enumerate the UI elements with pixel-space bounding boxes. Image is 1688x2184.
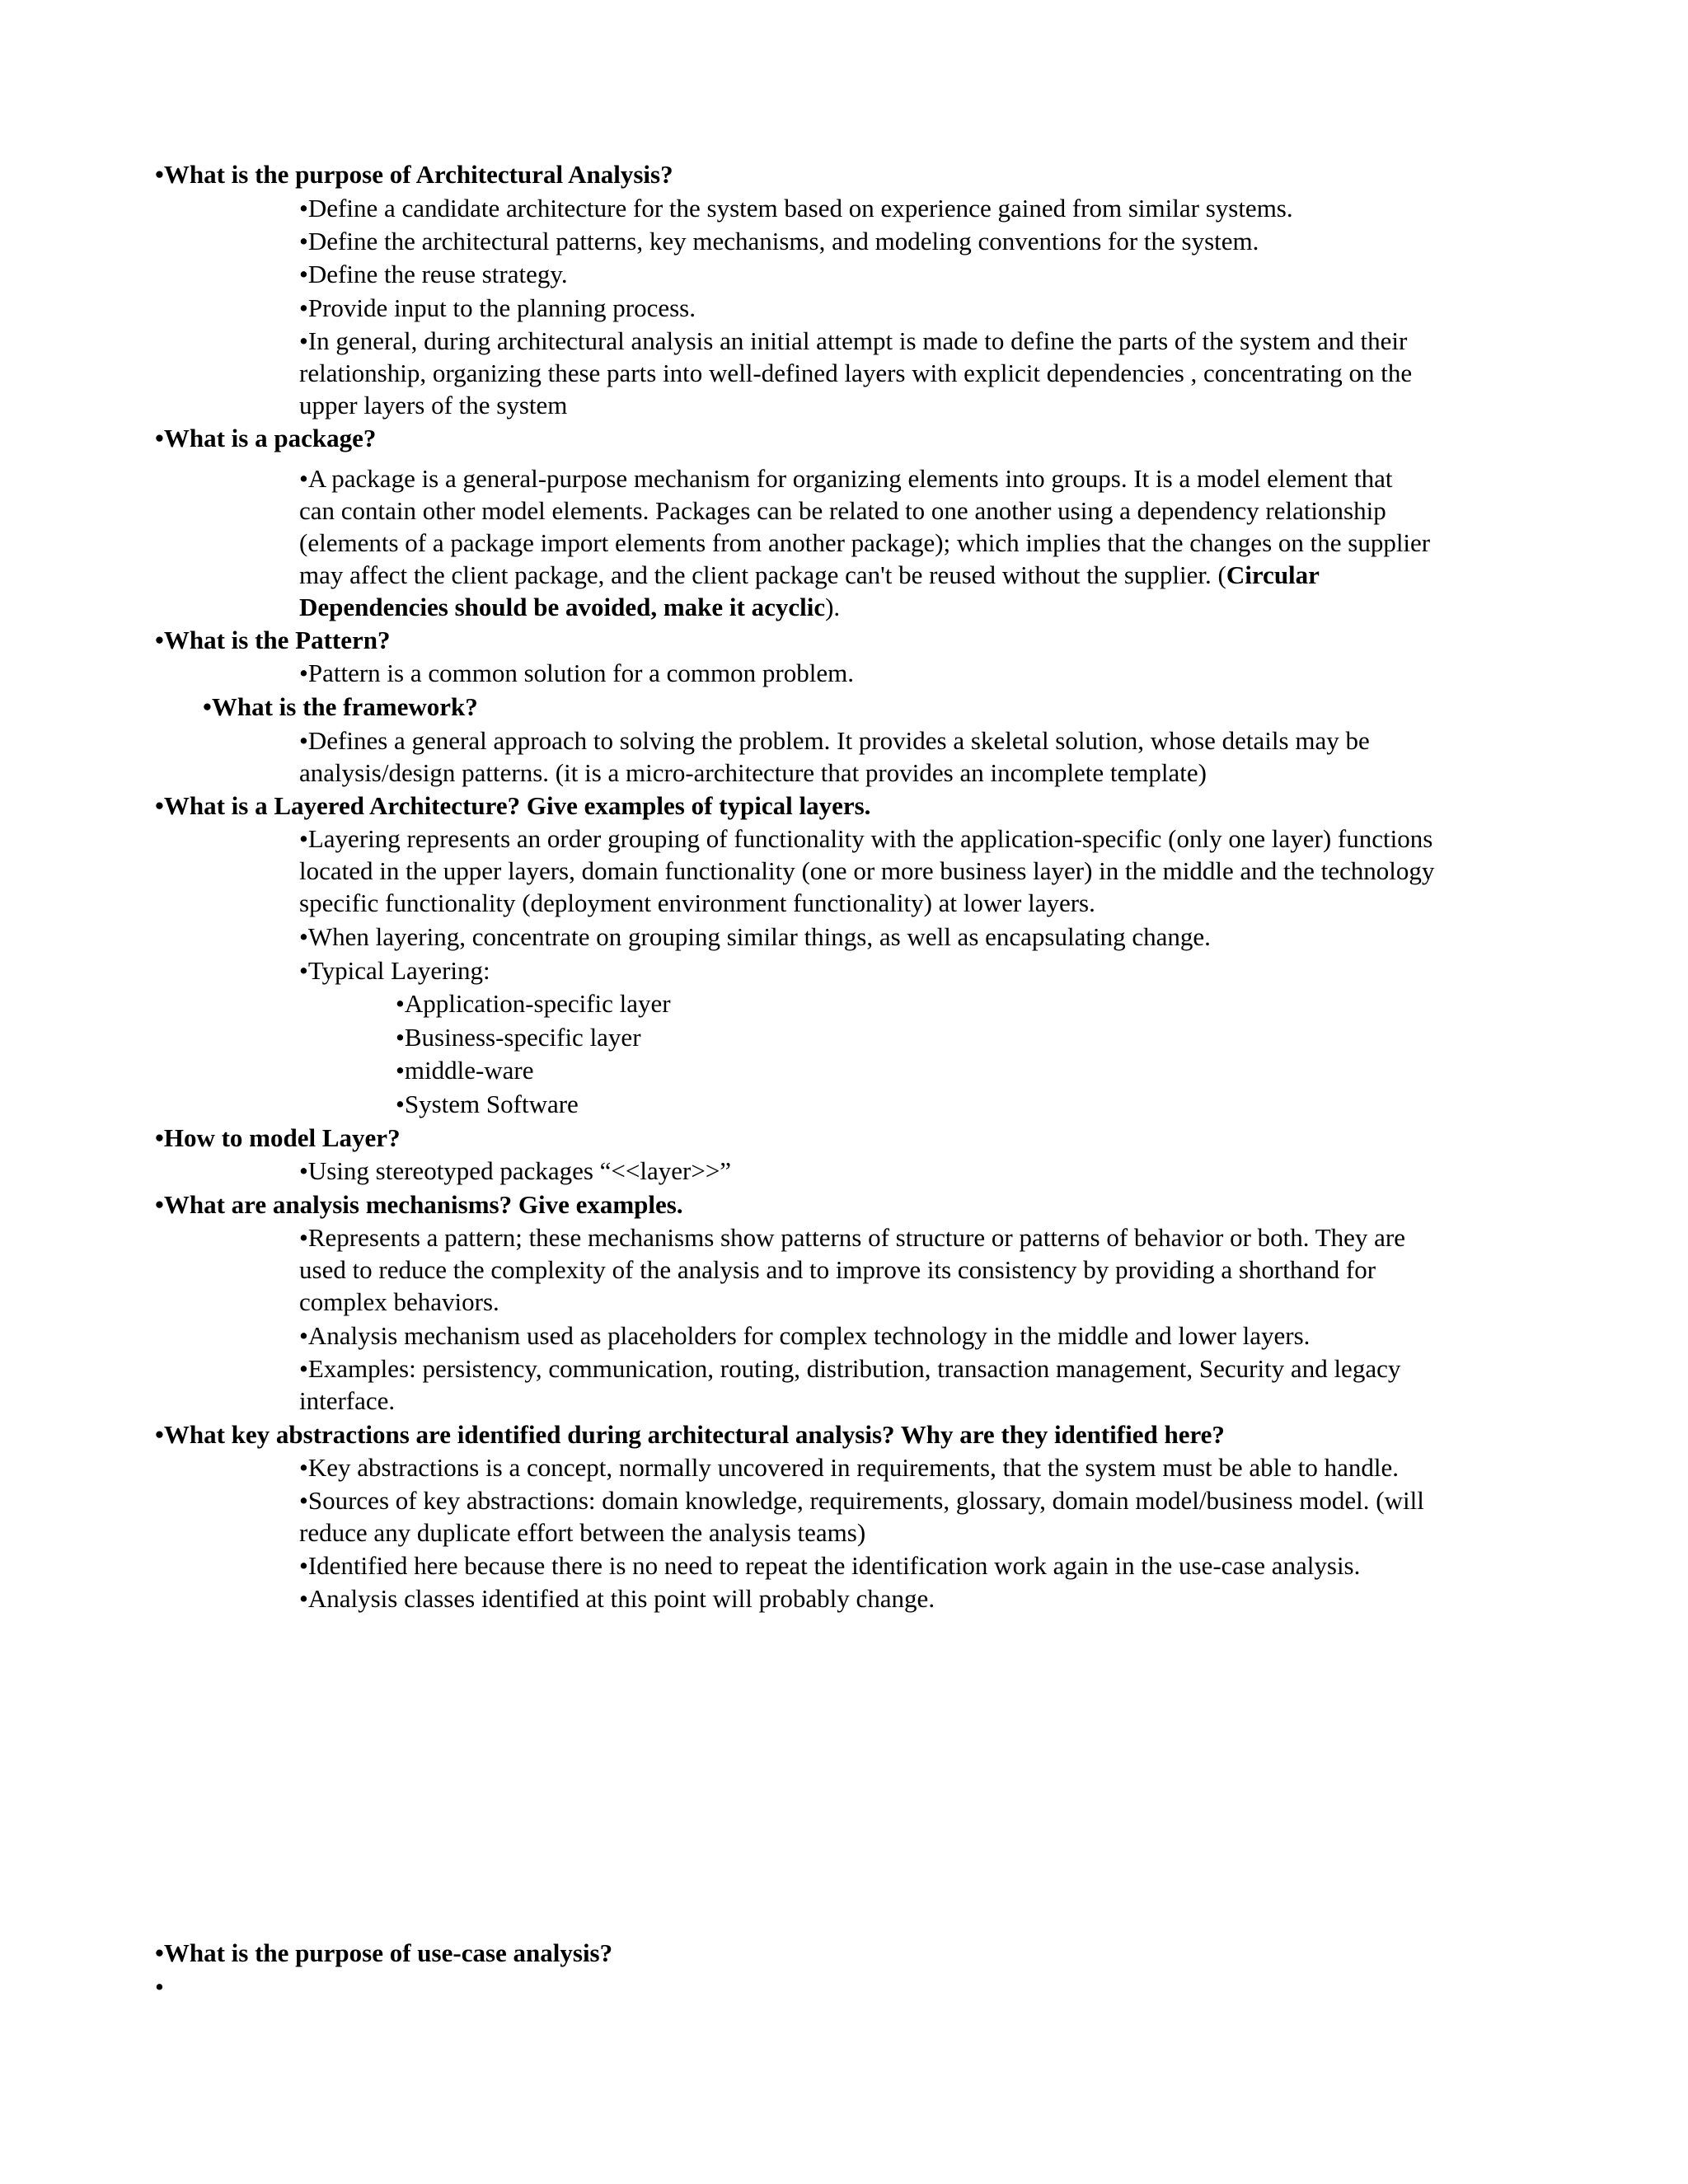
answer-line: can contain other model elements. Packages can be related to one another using a dependency relationship — [299, 496, 1386, 525]
bullet-icon: • — [203, 692, 212, 721]
bullet-icon: • — [299, 1354, 308, 1383]
answer-line: •Key abstractions is a concept, normally uncovered in requirements, that the system must be able to handle. — [299, 1453, 1400, 1482]
answer-line: •Sources of key abstractions: domain knowledge, requirements, glossary, domain model/business model. (will — [299, 1486, 1424, 1515]
bullet-icon: • — [299, 293, 308, 322]
answer-line: •Analysis mechanism used as placeholders for complex technology in the middle and lower layers. — [299, 1321, 1311, 1350]
answer-line: •Identified here because there is no need to repeat the identification work again in the use-case analysis. — [299, 1551, 1361, 1580]
answer-line: located in the upper layers, domain functionality (one or more business layer) in the middle and the technology — [299, 856, 1435, 885]
answer-line: may affect the client package, and the client package can't be reused without the supplier. (Circular — [299, 560, 1320, 589]
answer-line: •When layering, concentrate on grouping similar things, as well as encapsulating change. — [299, 922, 1211, 951]
answer-line: (elements of a package import elements from another package); which implies that the changes on the supplier — [299, 528, 1431, 557]
bullet-icon: • — [155, 626, 164, 654]
bullet-icon: • — [299, 1156, 308, 1185]
bullet-icon: • — [299, 260, 308, 288]
answer-line: •In general, during architectural analysis an initial attempt is made to define the parts of the system and their — [299, 326, 1408, 355]
answer-line: •Layering represents an order grouping of functionality with the application-specific (only one layer) functions — [299, 824, 1433, 853]
answer-line: analysis/design patterns. (it is a micro-architecture that provides an incomplete template) — [299, 758, 1207, 787]
answer-line: specific functionality (deployment environment functionality) at lower layers. — [299, 888, 1095, 917]
answer-line: •Using stereotyped packages “<<layer>>” — [299, 1156, 732, 1185]
bullet-icon: • — [299, 824, 308, 853]
question-heading: •What key abstractions are identified during architectural analysis? Why are they identified here? — [155, 1420, 1225, 1449]
bullet-icon: • — [155, 1420, 164, 1449]
question-heading: •What are analysis mechanisms? Give examples. — [155, 1190, 683, 1219]
answer-line: interface. — [299, 1386, 396, 1415]
list-item: •Application-specific layer — [396, 989, 671, 1018]
list-item: •System Software — [396, 1090, 579, 1118]
bullet-icon: • — [299, 464, 308, 493]
bullet-icon: • — [299, 326, 308, 355]
answer-line: •Define the architectural patterns, key mechanisms, and modeling conventions for the system. — [299, 227, 1259, 255]
emphasis-text: Circular — [1226, 560, 1320, 589]
bullet-icon: • — [396, 1090, 405, 1118]
answer-line: upper layers of the system — [299, 391, 568, 419]
bullet-icon: • — [299, 1486, 308, 1515]
answer-line: reduce any duplicate effort between the analysis teams) — [299, 1518, 866, 1547]
empty-list-item — [155, 1971, 164, 2003]
answer-line: Dependencies should be avoided, make it acyclic). — [299, 593, 841, 621]
answer-line: •A package is a general-purpose mechanism for organizing elements into groups. It is a model element that — [299, 464, 1393, 493]
answer-line: •Define the reuse strategy. — [299, 260, 568, 288]
answer-line: used to reduce the complexity of the analysis and to improve its consistency by providing a shorthand for — [299, 1255, 1376, 1284]
question-heading: •What is the purpose of Architectural Analysis? — [155, 160, 673, 189]
bullet-icon: • — [155, 160, 164, 189]
answer-line: complex behaviors. — [299, 1287, 499, 1316]
question-heading: •How to model Layer? — [155, 1123, 401, 1152]
bullet-icon: • — [299, 1321, 308, 1350]
answer-line: •Represents a pattern; these mechanisms show patterns of structure or patterns of behavior or both. They are — [299, 1223, 1406, 1252]
bullet-icon: • — [299, 726, 308, 755]
answer-line: •Analysis classes identified at this point will probably change. — [299, 1584, 935, 1613]
question-heading: •What is a package? — [155, 424, 377, 452]
answer-line: •Examples: persistency, communication, routing, distribution, transaction management, Security and legacy — [299, 1354, 1401, 1383]
bullet-icon: • — [396, 1056, 405, 1085]
bullet-icon: • — [155, 1972, 164, 2001]
answer-line: •Defines a general approach to solving the problem. It provides a skeletal solution, whose details may be — [299, 726, 1370, 755]
question-heading: •What is the framework? — [203, 692, 478, 721]
bullet-icon: • — [155, 1938, 164, 1967]
answer-line: •Typical Layering: — [299, 956, 490, 985]
list-item: •Business-specific layer — [396, 1023, 641, 1052]
question-heading: •What is a Layered Architecture? Give examples of typical layers. — [155, 791, 871, 820]
bullet-icon: • — [299, 658, 308, 687]
answer-line: relationship, organizing these parts into well-defined layers with explicit dependencies , concentrating on the — [299, 359, 1413, 387]
emphasis-text: Dependencies should be avoided, make it acyclic — [299, 593, 826, 621]
bullet-icon: • — [396, 1023, 405, 1052]
list-item: •middle-ware — [396, 1056, 534, 1085]
bullet-icon: • — [396, 989, 405, 1018]
bullet-icon: • — [299, 956, 308, 985]
bullet-icon: • — [155, 1123, 164, 1152]
bullet-icon: • — [155, 1190, 164, 1219]
bullet-icon: • — [299, 922, 308, 951]
question-heading: •What is the purpose of use-case analysis? — [155, 1938, 613, 1967]
answer-line: •Define a candidate architecture for the system based on experience gained from similar systems. — [299, 194, 1293, 223]
answer-line: •Provide input to the planning process. — [299, 293, 696, 322]
answer-line: •Pattern is a common solution for a common problem. — [299, 658, 854, 687]
question-heading: •What is the Pattern? — [155, 626, 391, 654]
bullet-icon: • — [299, 1551, 308, 1580]
bullet-icon: • — [299, 1453, 308, 1482]
bullet-icon: • — [299, 1584, 308, 1613]
bullet-icon: • — [155, 791, 164, 820]
bullet-icon: • — [299, 194, 308, 223]
bullet-icon: • — [299, 1223, 308, 1252]
bullet-icon: • — [155, 424, 164, 452]
bullet-icon: • — [299, 227, 308, 255]
